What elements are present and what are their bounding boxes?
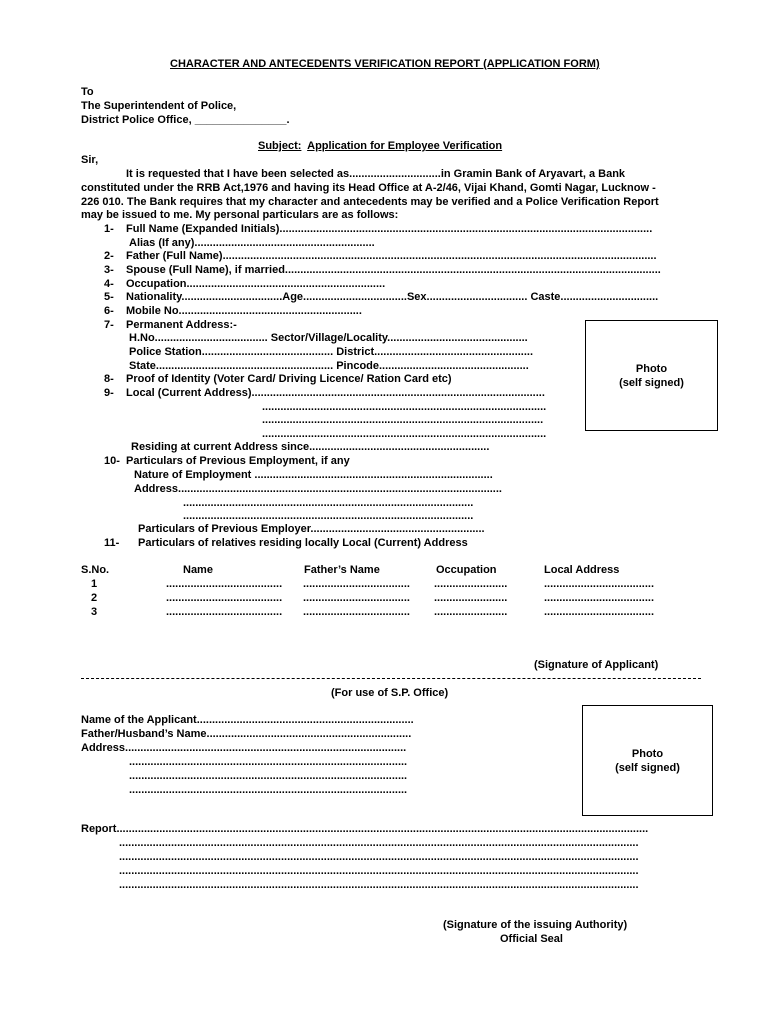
sp-photo-box [582,705,713,816]
field-11-number: 11- [104,537,120,549]
table-cell-sno: 3 [91,606,98,618]
sp-father-husband-name: Father/Husband’s Name................................................................... [81,728,412,740]
field-9-number: 9- [104,387,114,399]
report-line-4: .......................................................................................................................................................................... [119,865,639,877]
field-local-address: Local (Current Address)................................................................................................ [126,387,545,399]
address-to: To [81,86,94,98]
field-occupation: Occupation................................................................. [126,278,386,290]
signature-applicant: (Signature of Applicant) [534,659,659,671]
field-7-number: 7- [104,319,114,331]
body-line-3: 226 010. The Bank requires that my character and antecedents may be verified and a Police Verification Report [81,196,659,208]
table-header-name: Name [183,564,213,576]
field-alias: Alias (If any)........................................................... [129,237,375,249]
field-3-number: 3- [104,264,114,276]
subject-label: Subject: [258,140,302,152]
photo-title: Photo [631,747,664,760]
subject [258,140,502,153]
table-cell-address: .................................... [544,606,655,618]
address-line-1: The Superintendent of Police, [81,100,237,112]
field-5-number: 5- [104,291,114,303]
field-local-address-line-4: ............................................................................................. [262,428,547,440]
body-line-1: It is requested that I have been selected as..............................in Gramin Bank of Aryavart, a Bank [126,168,626,180]
field-police-station: Police Station........................................... District.................................................... [129,346,534,358]
table-cell-occupation: ........................ [434,592,508,604]
table-cell-address: .................................... [544,578,655,590]
form-title: CHARACTER AND ANTECEDENTS VERIFICATION REPORT (APPLICATION FORM) [170,58,600,70]
field-1-number: 1- [104,223,114,235]
field-employment-address: Address.......................................................................................................... [134,483,502,495]
field-10-number: 10- [104,455,120,467]
table-header-sno: S.No. [81,564,110,576]
sp-office-heading: (For use of S.P. Office) [331,687,449,699]
section-divider [81,678,701,679]
field-previous-employment: Particulars of Previous Employment, if any [126,455,350,467]
table-cell-occupation: ........................ [434,606,508,618]
sp-address-line-3: ........................................................................................... [129,770,408,782]
table-cell-sno: 2 [91,592,98,604]
signature-issuing-authority: (Signature of the issuing Authority) [443,919,628,931]
sp-address-line-4: ........................................................................................... [129,784,408,796]
field-spouse-name: Spouse (Full Name), if married........................................................................................................................... [126,264,661,276]
table-cell-sno: 1 [91,578,98,590]
table-cell-name: ...................................... [166,578,283,590]
body-line-2: constituted under the RRB Act,1976 and having its Head Office at A-2/46, Vijai Khand, Gomti Nagar, Lucknow - [81,182,656,194]
sp-address: Address............................................................................................ [81,742,407,754]
table-cell-father: ................................... [303,606,410,618]
field-6-number: 6- [104,305,114,317]
field-nature-of-employment: Nature of Employment .............................................................................. [134,469,493,481]
table-cell-address: .................................... [544,592,655,604]
salutation: Sir, [81,154,99,166]
sp-address-line-2: ........................................................................................... [129,756,408,768]
field-father-name: Father (Full Name).............................................................................................................................................. [126,250,657,262]
table-cell-name: ...................................... [166,606,283,618]
photo-title: Photo [635,362,668,375]
table-header-fathers-name: Father’s Name [304,564,380,576]
field-residing-since: Residing at current Address since........................................................... [131,441,490,453]
table-cell-father: ................................... [303,592,410,604]
field-employment-address-line-2: ............................................................................................... [183,497,474,509]
sp-applicant-name: Name of the Applicant....................................................................... [81,714,414,726]
field-full-name: Full Name (Expanded Initials).......................................................................................................................... [126,223,653,235]
field-local-address-line-3: ............................................................................................ [262,414,544,426]
field-permanent-address: Permanent Address:- [126,319,237,331]
body-line-4: may be issued to me. My personal particulars are as follows: [81,209,399,221]
field-employment-address-line-3: ............................................................................................... [183,510,474,522]
report-line-5: .......................................................................................................................................................................... [119,879,639,891]
report-line-2: .......................................................................................................................................................................... [119,837,639,849]
field-house-number: H.No..................................... Sector/Village/Locality.............................................. [129,332,528,344]
photo-caption: (self signed) [615,761,680,774]
field-2-number: 2- [104,250,114,262]
subject-text: Application for Employee Verification [307,140,503,152]
table-header-occupation: Occupation [436,564,497,576]
field-local-address-line-2: ............................................................................................. [262,401,547,413]
field-nationality-age-sex-caste: Nationality.................................Age..................................Sex................................. Caste................................ [126,291,659,303]
table-cell-occupation: ........................ [434,578,508,590]
table-cell-father: ................................... [303,578,410,590]
field-relatives: Particulars of relatives residing locally Local (Current) Address [138,537,468,549]
address-line-2: District Police Office, _______________. [81,114,290,126]
field-mobile-no: Mobile No............................................................ [126,305,362,317]
official-seal: Official Seal [500,933,563,945]
report-line-1: Report.............................................................................................................................................................................. [81,823,649,835]
field-8-number: 8- [104,373,114,385]
photo-caption: (self signed) [619,376,684,389]
field-4-number: 4- [104,278,114,290]
field-previous-employer: Particulars of Previous Employer......................................................... [138,523,485,535]
field-state: State.......................................................... Pincode................................................. [129,360,529,372]
table-cell-name: ...................................... [166,592,283,604]
report-line-3: .......................................................................................................................................................................... [119,851,639,863]
field-proof-of-identity: Proof of Identity (Voter Card/ Driving Licence/ Ration Card etc) [126,373,452,385]
table-header-local-address: Local Address [544,564,620,576]
applicant-photo-box [585,320,718,431]
